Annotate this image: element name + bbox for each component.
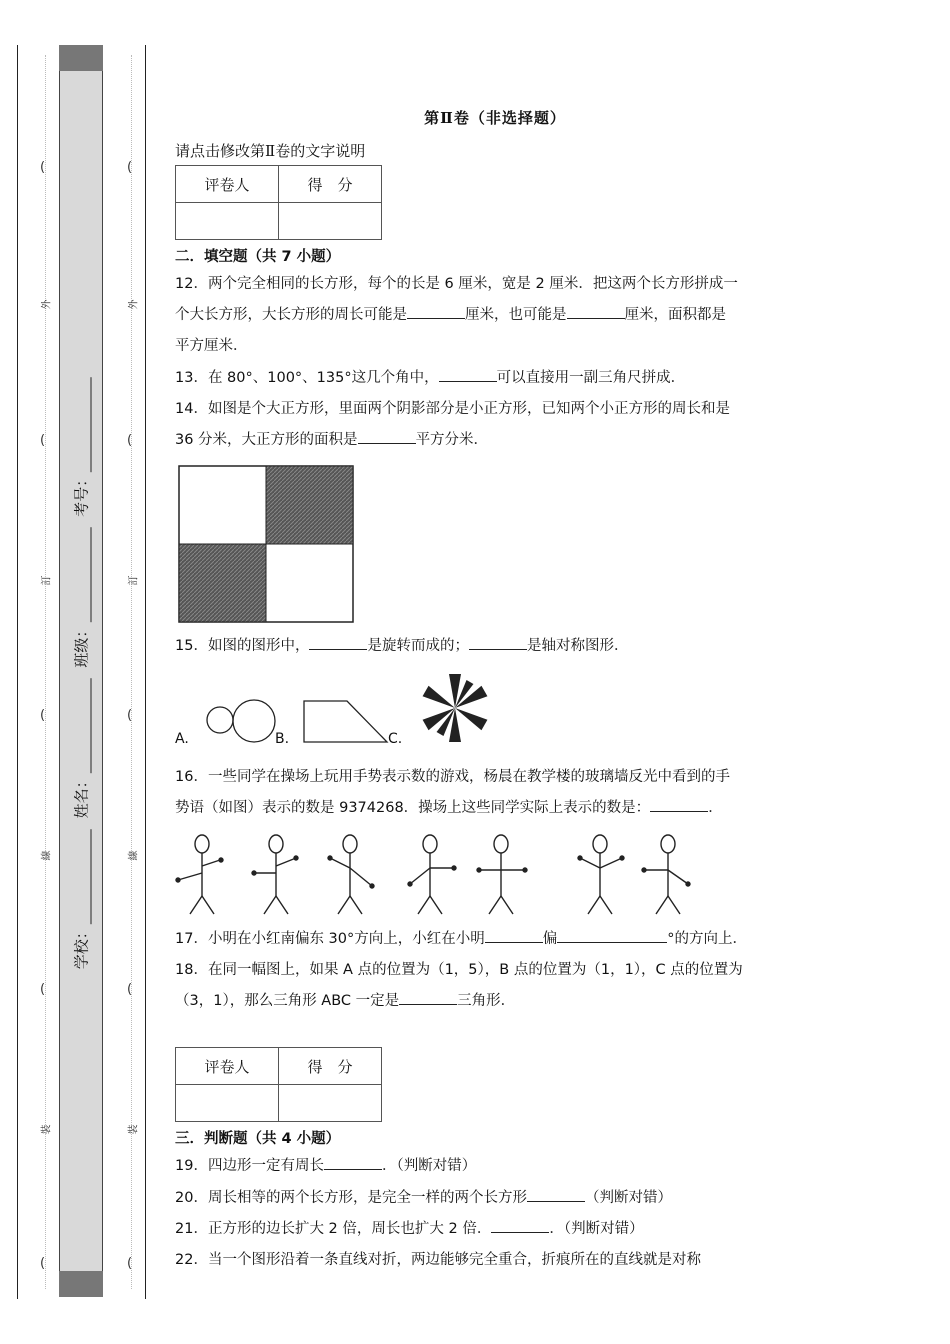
answer-blank[interactable] — [485, 926, 543, 943]
binding-paren: ( — [40, 160, 46, 175]
seal-char: 線 — [41, 850, 53, 861]
margin-line-inner — [145, 45, 146, 1299]
answer-blank[interactable] — [557, 926, 667, 943]
binding-paren: ( — [40, 708, 46, 723]
trapezoid-figure — [299, 697, 399, 747]
option-b-label: B. — [275, 731, 290, 747]
answer-blank[interactable] — [407, 302, 465, 319]
seal-char: 線 — [128, 850, 140, 861]
q14-line2: 36 分米，大正方形的面积是 平方分米． — [175, 425, 815, 456]
binding-strip-top-cap — [59, 45, 103, 71]
binding-paren: ( — [127, 1256, 133, 1271]
binding-paren: ( — [40, 433, 46, 448]
pinwheel-figure — [415, 670, 495, 746]
page-title: 第Ⅱ卷（非选择题） — [424, 109, 566, 127]
grader-cell[interactable] — [176, 1085, 279, 1122]
answer-blank[interactable] — [469, 633, 527, 650]
score-cell[interactable] — [279, 1085, 382, 1122]
q18-line1: 18．在同一幅图上，如果 A 点的位置为（1，5），B 点的位置为（1，1），C 点的位置为 — [175, 962, 743, 978]
seal-char: 裝 — [128, 1124, 140, 1135]
answer-blank[interactable] — [309, 633, 367, 650]
question-20: 20．周长相等的两个长方形，是完全一样的两个长方形 （判断对错） — [175, 1183, 815, 1214]
question-12 — [175, 269, 815, 362]
answer-blank[interactable] — [324, 1153, 382, 1170]
question-17: 17．小明在小红南偏东 30°方向上，小红在小明 偏 °的方向上． — [175, 924, 815, 955]
question-16 — [175, 762, 815, 824]
student-info-fields — [71, 371, 92, 969]
class-label: 班级： — [72, 622, 91, 668]
answer-blank[interactable] — [567, 302, 625, 319]
question-15: 15．如图的图形中， 是旋转而成的； 是轴对称图形． — [175, 631, 815, 662]
q12-line2: 个大长方形，大长方形的周长可能是 厘米，也可能是 厘米，面积都是 — [175, 300, 815, 331]
seal-char: 外 — [128, 299, 140, 310]
score-cell[interactable] — [279, 203, 382, 240]
score-header: 得 分 — [279, 1048, 382, 1085]
question-19: 19．四边形一定有周长 ．（判断对错） — [175, 1151, 815, 1182]
binding-paren: ( — [127, 708, 133, 723]
two-circles-figure — [200, 690, 280, 750]
question-14 — [175, 394, 815, 456]
answer-blank[interactable] — [399, 988, 457, 1005]
answer-blank[interactable] — [439, 365, 497, 382]
section-heading: 二．填空题（共 7 小题） — [175, 249, 341, 265]
seal-char: 外 — [41, 299, 53, 310]
q14-square-figure — [178, 465, 358, 625]
q12-line1: 12．两个完全相同的长方形，每个的长是 6 厘米，宽是 2 厘米．把这两个长方形拼成一 — [175, 276, 738, 292]
school-field[interactable] — [76, 829, 92, 924]
question-18 — [175, 955, 815, 1017]
binding-paren: ( — [40, 1256, 46, 1271]
binding-paren: ( — [127, 433, 133, 448]
binding-paren: ( — [127, 160, 133, 175]
exam-number-label: 考号： — [72, 471, 91, 517]
class-field[interactable] — [76, 528, 92, 623]
section-heading: 三．判断题（共 4 小题） — [175, 1131, 341, 1147]
page-note: 请点击修改第Ⅱ卷的文字说明 — [175, 142, 366, 160]
shaded-square — [179, 544, 266, 622]
hand-sign-figures — [175, 828, 715, 918]
q16-line2: 势语（如图）表示的数是 9374268．操场上这些同学实际上表示的数是： ． — [175, 793, 815, 824]
grader-header: 评卷人 — [176, 1048, 279, 1085]
cut-line-right — [131, 55, 132, 1289]
seal-char: 裝 — [41, 1124, 53, 1135]
binding-paren: ( — [40, 982, 46, 997]
answer-blank[interactable] — [491, 1216, 549, 1233]
score-table — [175, 165, 382, 240]
score-table — [175, 1047, 382, 1122]
cut-line-left — [45, 55, 46, 1289]
margin-line-outer — [17, 45, 18, 1299]
name-label: 姓名： — [72, 773, 91, 819]
seal-char: 訂 — [128, 575, 140, 586]
q18-line2: （3，1），那么三角形 ABC 一定是 三角形． — [175, 986, 815, 1017]
seal-char: 訂 — [41, 575, 53, 586]
binding-strip-bottom-cap — [59, 1271, 103, 1297]
q14-line1: 14．如图是个大正方形，里面两个阴影部分是小正方形，已知两个小正方形的周长和是 — [175, 401, 730, 417]
shaded-square — [266, 466, 353, 544]
question-22: 22．当一个图形沿着一条直线对折，两边能够完全重合，折痕所在的直线就是对称 — [175, 1252, 701, 1268]
q12-line3: 平方厘米． — [175, 338, 248, 354]
question-13: 13．在 80°、100°、135°这几个角中， 可以直接用一副三角尺拼成． — [175, 363, 815, 394]
grader-cell[interactable] — [176, 203, 279, 240]
binding-paren: ( — [127, 982, 133, 997]
exam-number-field[interactable] — [76, 377, 92, 472]
q16-line1: 16．一些同学在操场上玩用手势表示数的游戏，杨晨在教学楼的玻璃墙反光中看到的手 — [175, 769, 730, 785]
answer-blank[interactable] — [527, 1185, 585, 1202]
question-21: 21．正方形的边长扩大 2 倍，周长也扩大 2 倍． ．（判断对错） — [175, 1214, 815, 1245]
score-header: 得 分 — [279, 166, 382, 203]
option-c-label: C. — [388, 731, 403, 747]
option-a-label: A. — [175, 731, 189, 747]
school-label: 学校： — [72, 924, 91, 970]
name-field[interactable] — [76, 678, 92, 773]
answer-blank[interactable] — [358, 427, 416, 444]
grader-header: 评卷人 — [176, 166, 279, 203]
answer-blank[interactable] — [650, 795, 708, 812]
